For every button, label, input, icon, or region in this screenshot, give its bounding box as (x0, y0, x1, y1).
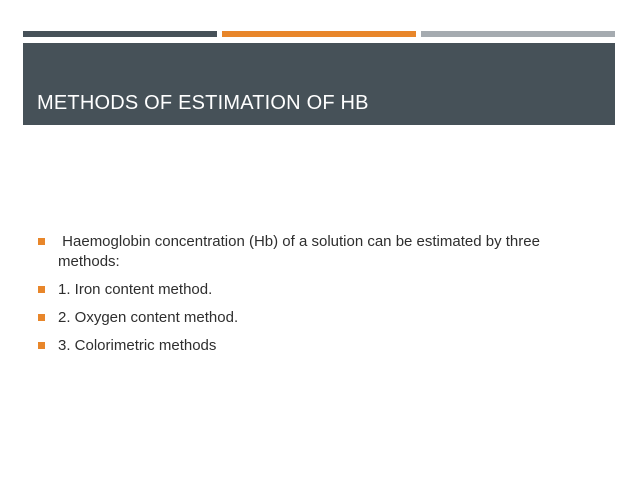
bullet-list (38, 232, 598, 364)
bullet-text: 3. Colorimetric methods (58, 337, 217, 354)
title-band (23, 43, 615, 125)
accent-bar-gray (421, 31, 615, 37)
bullet-item (38, 308, 598, 328)
bullet-item (38, 336, 598, 356)
bullet-text: 2. Oxygen content method. (58, 309, 239, 326)
square-bullet-icon (38, 342, 45, 349)
square-bullet-icon (38, 314, 45, 321)
slide-title: METHODS OF ESTIMATION OF HB (37, 92, 369, 114)
bullet-text: Haemoglobin concentration (Hb) of a solution can be estimated by three methods: (58, 233, 545, 270)
bullet-text: 1. Iron content method. (58, 281, 213, 298)
square-bullet-icon (38, 286, 45, 293)
square-bullet-icon (38, 238, 45, 245)
bullet-item (38, 280, 598, 300)
accent-bar-orange (222, 31, 416, 37)
accent-bar-dark (23, 31, 217, 37)
bullet-item (38, 232, 598, 272)
